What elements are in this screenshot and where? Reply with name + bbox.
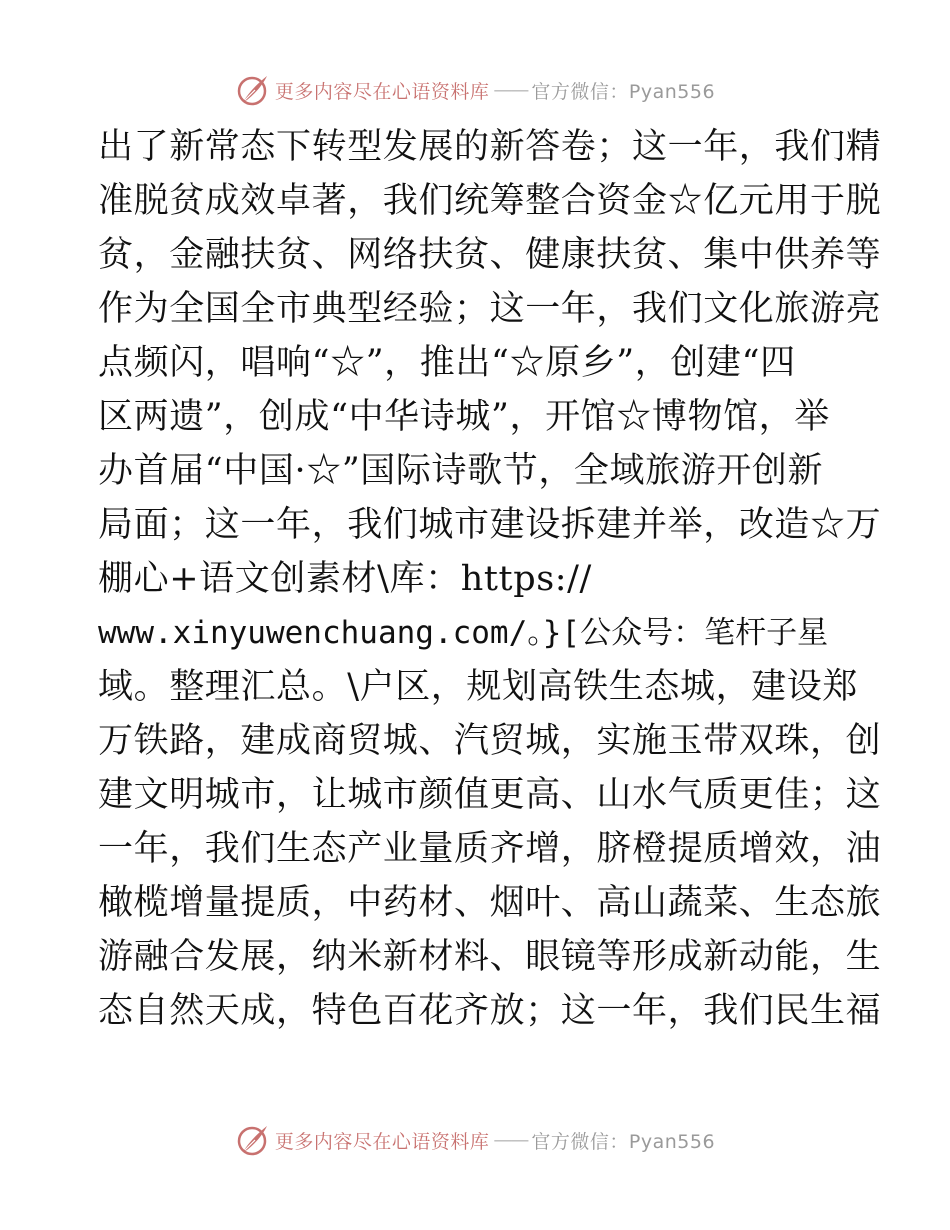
banner-wechat-text: 官方微信：Pyan556: [531, 1130, 716, 1153]
text-line: 万铁路，建成商贸城、汽贸城，实施玉带双珠，创: [98, 721, 882, 761]
text-line: 游融合发展，纳米新材料、眼镜等形成新动能，生: [98, 937, 882, 977]
text-line: 局面；这一年，我们城市建设拆建并举，改造☆万: [98, 505, 882, 545]
text-line: 一年，我们生态产业量质齐增，脐橙提质增效，油: [98, 829, 882, 869]
header-banner: [0, 70, 950, 110]
text-line-url: www.xinyuwenchuang.com/。}[公众号：笔杆子星: [98, 615, 829, 651]
text-line: 准脱贫成效卓著，我们统筹整合资金☆亿元用于脱: [98, 181, 882, 221]
banner-wechat-text: 官方微信：Pyan556: [531, 80, 716, 103]
text-line: 区两遗”，创成“中华诗城”，开馆☆博物馆，举: [98, 397, 830, 437]
text-line: 建文明城市，让城市颜值更高、山水气质更佳；这: [98, 775, 882, 815]
text-line: 点频闪，唱响“☆”，推出“☆原乡”，创建“四: [98, 343, 796, 383]
text-line: 橄榄增量提质，中药材、烟叶、高山蔬菜、生态旅: [98, 883, 882, 923]
text-line: 出了新常态下转型发展的新答卷；这一年，我们精: [98, 127, 882, 167]
text-line: 作为全国全市典型经验；这一年，我们文化旅游亮: [98, 289, 882, 329]
text-line: 办首届“中国·☆”国际诗歌节，全域旅游开创新: [98, 451, 824, 491]
quill-logo-icon: [235, 72, 271, 108]
text-line: 棚心+语文创素材\库：https://: [98, 559, 592, 599]
banner-main-text: 更多内容尽在心语资料库: [274, 80, 490, 103]
banner-separator: ——: [493, 1129, 528, 1151]
quill-logo-icon: [235, 1122, 271, 1158]
footer-banner-content: [235, 1122, 715, 1158]
text-line: 贫，金融扶贫、网络扶贫、健康扶贫、集中供养等: [98, 235, 882, 275]
text-line: 态自然天成，特色百花齐放；这一年，我们民生福: [98, 991, 882, 1031]
banner-main-text: 更多内容尽在心语资料库: [274, 1130, 490, 1153]
header-banner-content: [235, 72, 715, 108]
banner-separator: ——: [493, 79, 528, 101]
text-line: 域。整理汇总。\户区，规划高铁生态城，建设郑: [98, 667, 858, 707]
document-body: [98, 120, 882, 1038]
footer-banner: [0, 1120, 950, 1160]
